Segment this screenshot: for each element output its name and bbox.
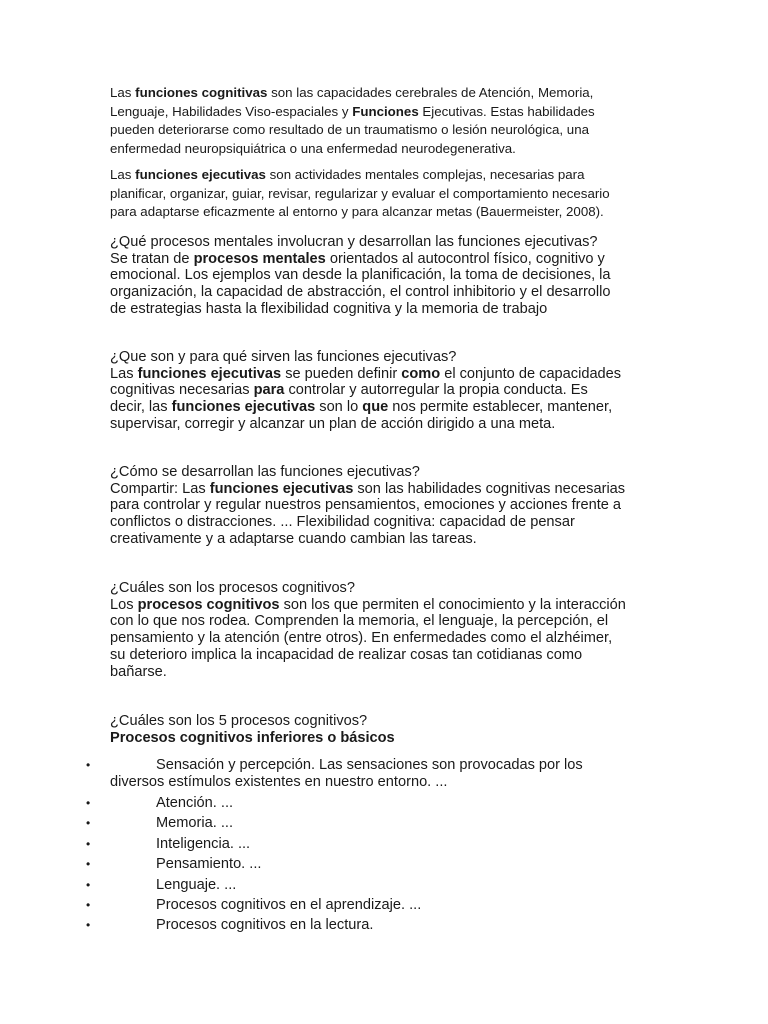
text-span: son los que permiten el conocimiento y la interacción bbox=[279, 596, 626, 613]
bullet-icon: • bbox=[86, 796, 91, 810]
list-item-text: Memoria. ... bbox=[156, 815, 234, 832]
text-span: Las bbox=[110, 365, 138, 382]
text-span: son las habilidades cognitivas necesarias bbox=[353, 480, 626, 497]
list-item bbox=[86, 856, 646, 876]
text-line: enfermedad neuropsiquiátrica o una enfermedad neurodegenerativa. bbox=[110, 140, 516, 156]
list-item-text: diversos estímulos existentes en nuestro entorno. ... bbox=[110, 773, 448, 790]
bold-subheading: Procesos cognitivos inferiores o básicos bbox=[110, 729, 395, 746]
section-procesos-mentales bbox=[110, 234, 650, 318]
text-line: bañarse. bbox=[110, 663, 167, 680]
list-item-text: Sensación y percepción. Las sensaciones son provocadas por los bbox=[156, 757, 583, 773]
text-line: para controlar y regular nuestros pensamientos, emociones y acciones frente a bbox=[110, 497, 622, 514]
bold-term: Funciones bbox=[352, 103, 419, 119]
text-line: planificar, organizar, guiar, revisar, regularizar y evaluar el comportamiento necesario bbox=[110, 185, 610, 201]
text-span: Los bbox=[110, 596, 138, 613]
bold-term: funciones ejecutivas bbox=[135, 167, 266, 182]
list-item bbox=[86, 897, 646, 917]
bullet-icon: • bbox=[86, 897, 91, 912]
bold-term: funciones cognitivas bbox=[135, 85, 268, 100]
text-line: con lo que nos rodea. Comprenden la memoria, el lenguaje, la percepción, el bbox=[110, 613, 609, 630]
text-line: pueden deteriorarse como resultado de un traumatismo o lesión neurológica, una bbox=[110, 122, 589, 138]
bullet-icon: • bbox=[86, 758, 91, 772]
subheading-line bbox=[110, 730, 650, 747]
text-span: Ejecutivas. Estas habilidades bbox=[418, 103, 595, 119]
list-item bbox=[86, 836, 646, 856]
bold-term: funciones ejecutivas bbox=[171, 399, 316, 416]
section-5-procesos bbox=[110, 713, 650, 746]
bold-term: como bbox=[401, 365, 441, 382]
text-line: pensamiento y la atención (entre otros). En enfermedades como el alzhéimer, bbox=[110, 630, 613, 647]
text-span: Compartir: Las bbox=[110, 480, 210, 497]
bullet-icon: • bbox=[86, 857, 91, 872]
paragraph-funciones-ejecutivas bbox=[110, 166, 650, 222]
text-line bbox=[110, 251, 650, 268]
list-item-text: Pensamiento. ... bbox=[156, 856, 262, 873]
text-span: Las bbox=[110, 85, 136, 100]
text-span: son lo bbox=[315, 399, 363, 416]
list-item bbox=[86, 757, 646, 795]
text-line bbox=[110, 84, 650, 103]
text-span: el conjunto de capacidades bbox=[440, 365, 622, 382]
bullet-list bbox=[86, 757, 646, 938]
bold-term: que bbox=[362, 399, 389, 416]
list-item-text: Inteligencia. ... bbox=[156, 835, 251, 852]
text-line bbox=[110, 382, 650, 399]
bold-term: para bbox=[253, 382, 285, 399]
question-heading: ¿Cuáles son los procesos cognitivos? bbox=[110, 580, 355, 596]
list-item-text: Lenguaje. ... bbox=[156, 876, 237, 893]
text-span: orientados al autocontrol físico, cognitivo y bbox=[325, 250, 605, 267]
text-line: para adaptarse eficazmente al entorno y para alcanzar metas (Bauermeister, 2008). bbox=[110, 204, 604, 220]
text-span: son las capacidades cerebrales de Atención, Memoria, bbox=[267, 85, 594, 100]
bold-term: procesos cognitivos bbox=[137, 596, 280, 613]
question-heading: ¿Cuáles son los 5 procesos cognitivos? bbox=[110, 713, 368, 729]
text-span: Se tratan de bbox=[110, 250, 194, 267]
list-item-text: Procesos cognitivos en el aprendizaje. ... bbox=[156, 896, 422, 913]
list-item bbox=[86, 795, 646, 815]
section-procesos-cognitivos bbox=[110, 580, 650, 680]
list-item-text: Atención. ... bbox=[156, 795, 234, 811]
text-span: controlar y autorregular la propia conducta. Es bbox=[284, 382, 588, 399]
text-span: se pueden definir bbox=[281, 365, 402, 382]
text-span: cognitivas necesarias bbox=[110, 382, 254, 399]
text-line bbox=[110, 166, 650, 185]
text-line: su deterioro implica la incapacidad de realizar cosas tan cotidianas como bbox=[110, 646, 583, 663]
question-heading: ¿Que son y para qué sirven las funciones ejecutivas? bbox=[110, 349, 457, 365]
text-line bbox=[110, 481, 650, 498]
text-span: son actividades mentales complejas, necesarias para bbox=[265, 167, 585, 182]
question-heading: ¿Qué procesos mentales involucran y desarrollan las funciones ejecutivas? bbox=[110, 234, 598, 250]
question-heading: ¿Cómo se desarrollan las funciones ejecutivas? bbox=[110, 464, 420, 480]
text-span: Las bbox=[110, 167, 136, 182]
paragraph-funciones-cognitivas bbox=[110, 84, 650, 158]
bullet-icon: • bbox=[86, 836, 91, 851]
text-line bbox=[110, 103, 650, 122]
text-span: nos permite establecer, mantener, bbox=[388, 399, 613, 416]
bullet-icon: • bbox=[86, 816, 91, 831]
text-line bbox=[110, 597, 650, 614]
text-line: conflictos o distracciones. ... Flexibilidad cognitiva: capacidad de pensar bbox=[110, 514, 575, 531]
bold-term: funciones ejecutivas bbox=[137, 365, 282, 382]
bullet-icon: • bbox=[86, 877, 91, 892]
text-line: creativamente y a adaptarse cuando cambian las tareas. bbox=[110, 530, 477, 547]
list-item bbox=[86, 815, 646, 835]
text-line: emocional. Los ejemplos van desde la planificación, la toma de decisiones, la bbox=[110, 267, 611, 284]
text-span: decir, las bbox=[110, 399, 172, 416]
text-line: organización, la capacidad de abstracción, el control inhibitorio y el desarrollo bbox=[110, 284, 611, 301]
bold-term: procesos mentales bbox=[193, 250, 326, 267]
text-line: de estrategias hasta la flexibilidad cognitiva y la memoria de trabajo bbox=[110, 300, 548, 317]
section-que-son bbox=[110, 349, 650, 433]
text-line bbox=[110, 366, 650, 383]
list-item bbox=[86, 877, 646, 897]
text-line bbox=[110, 399, 650, 416]
bullet-icon: • bbox=[86, 918, 91, 933]
list-item-text: Procesos cognitivos en la lectura. bbox=[156, 917, 374, 934]
section-como-se-desarrollan bbox=[110, 464, 650, 548]
text-line: supervisar, corregir y alcanzar un plan de acción dirigido a una meta. bbox=[110, 415, 556, 432]
bold-term: funciones ejecutivas bbox=[209, 480, 354, 497]
text-span: Lenguaje, Habilidades Viso-espaciales y bbox=[110, 103, 353, 119]
list-item bbox=[86, 917, 646, 937]
